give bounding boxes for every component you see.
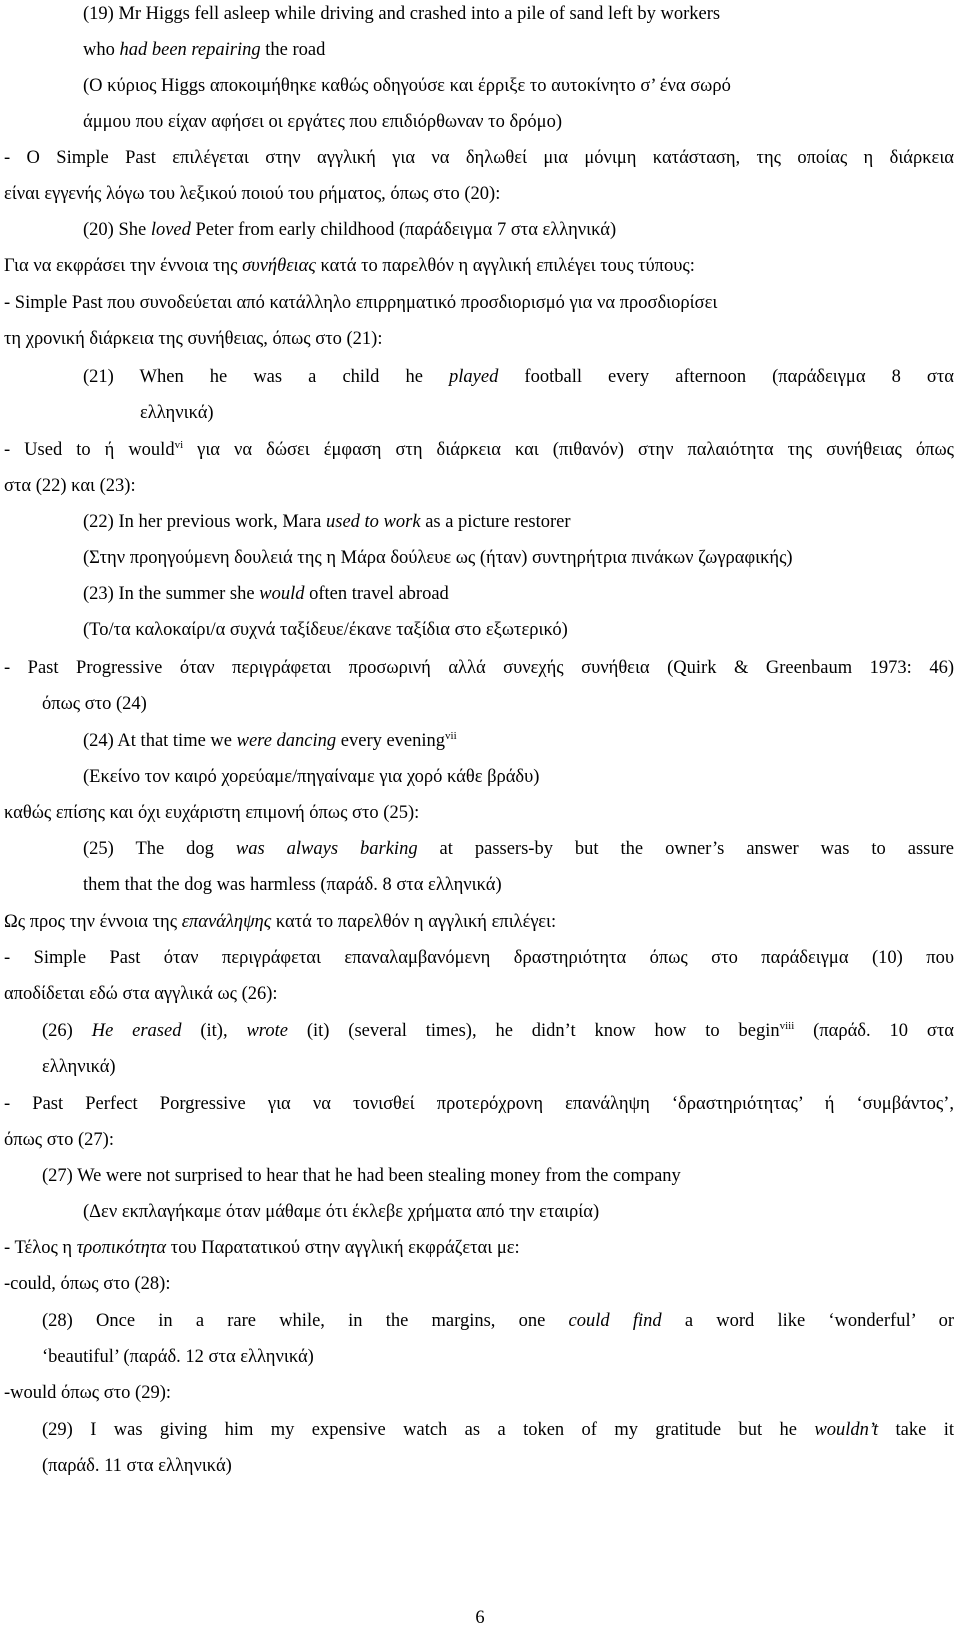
persistence-intro: καθώς επίσης και όχι ευχάριστη επιμονή όπως στο (25): xyxy=(4,803,420,823)
bullet-could: -could, όπως στο (28): xyxy=(4,1274,171,1294)
bullet-past-progressive-line-2: όπως στο (24) xyxy=(42,694,147,714)
example-24-translation: (Εκείνο τον καιρό χορεύαμε/πηγαίναμε για χορό κάθε βράδυ) xyxy=(83,767,540,787)
bullet-simple-past-repetition-line-2: αποδίδεται εδώ στα αγγλικά ως (26): xyxy=(4,984,278,1004)
example-23: (23) In the summer she would often travel abroad xyxy=(83,584,449,604)
example-27: (27) We were not surprised to hear that he had been stealing money from the company xyxy=(42,1166,681,1186)
example-28-line-2: ‘beautiful’ (παράδ. 12 στα ελληνικά) xyxy=(42,1347,314,1367)
modality-intro: - Τέλος η τροπικότητα του Παρατατικού στην αγγλική εκφράζεται με: xyxy=(4,1238,520,1258)
example-19-line-1: (19) Mr Higgs fell asleep while driving and crashed into a pile of sand left by workers xyxy=(83,4,721,24)
example-22: (22) In her previous work, Mara used to work as a picture restorer xyxy=(83,512,571,532)
bullet-simple-past-habit-line-2: τη χρονική διάρκεια της συνήθειας, όπως στο (21): xyxy=(4,329,383,349)
bullet-used-to-line-1: - Used to ή would$^{vi}$ για να δώσει έμφαση στη διάρκεια και (πιθανόν) στην παλαιότητα της συνήθειας όπως xyxy=(4,439,954,460)
bullet-simple-past-state-line-1: - O Simple Past επιλέγεται στην αγγλική για να δηλωθεί μια μόνιμη κατάσταση, της οποίας η διάρκεια xyxy=(4,148,954,168)
example-21-line-1: (21) When he was a child he played football every afternoon (παράδειγμα 8 στα xyxy=(83,367,954,387)
example-26-line-2: ελληνικά) xyxy=(42,1057,116,1077)
example-19-translation-line-2: άμμου που είχαν αφήσει οι εργάτες που επιδιόρθωναν το δρόμο) xyxy=(83,112,562,132)
example-25-line-2: them that the dog was harmless (παράδ. 8 στα ελληνικά) xyxy=(83,875,502,895)
bullet-past-perfect-progressive-line-1: - Past Perfect Porgressive για να τονισθεί προτερόχρονη επανάληψη ‘δραστηριότητας’ ή ‘συμβάντος’, xyxy=(4,1094,954,1114)
bullet-past-progressive-line-1: - Past Progressive όταν περιγράφεται προσωρινή αλλά συνεχής συνήθεια (Quirk & Greenbaum 1973: 46) xyxy=(4,658,954,678)
example-22-translation: (Στην προηγούμενη δουλειά της η Μάρα δούλευε ως (ήταν) συντηρήτρια πινάκων ζωγραφικής) xyxy=(83,548,793,568)
example-29-line-1: (29) I was giving him my expensive watch as a token of my gratitude but he wouldn’t take it xyxy=(42,1420,955,1440)
bullet-past-perfect-progressive-line-2: όπως στο (27): xyxy=(4,1130,114,1150)
example-25-line-1: (25) The dog was always barking at passers-by but the owner’s answer was to assure xyxy=(83,839,955,859)
page-number: 6 xyxy=(475,1608,485,1628)
example-21-line-2: ελληνικά) xyxy=(140,403,214,423)
example-27-translation: (Δεν εκπλαγήκαμε όταν μάθαμε ότι έκλεβε χρήματα από την εταιρία) xyxy=(83,1202,600,1222)
example-29-line-2: (παράδ. 11 στα ελληνικά) xyxy=(42,1456,232,1476)
bullet-simple-past-state-line-2: είναι εγγενής λόγω του λεξικού ποιού του ρήματος, όπως στο (20): xyxy=(4,184,501,204)
bullet-would: -would όπως στο (29): xyxy=(4,1383,171,1403)
example-28-line-1: (28) Once in a rare while, in the margins, one could find a word like ‘wonderful’ or xyxy=(42,1311,954,1331)
example-26-line-1: (26) He erased (it), wrote (it) (several times), he didn’t know how to begin$^{viii}$ (παράδ. 10 στα xyxy=(42,1020,954,1041)
example-19-line-2: who had been repairing the road xyxy=(83,40,326,60)
example-19-translation-line-1: (Ο κύριος Higgs αποκοιμήθηκε καθώς οδηγούσε και έρριξε το αυτοκίνητο σ’ ένα σωρό xyxy=(83,76,731,96)
bullet-simple-past-habit-line-1: - Simple Past που συνοδεύεται από κατάλληλο επιρρηματικό προσδιορισμό για να προσδιορίσει xyxy=(4,293,718,313)
bullet-used-to-line-2: στα (22) και (23): xyxy=(4,476,136,496)
repetition-intro: Ως προς την έννοια της επανάληψης κατά το παρελθόν η αγγλική επιλέγει: xyxy=(4,912,557,932)
habit-intro: Για να εκφράσει την έννοια της συνήθειας κατά το παρελθόν η αγγλική επιλέγει τους τύπους: xyxy=(4,256,695,276)
example-20: (20) She loved Peter from early childhood (παράδειγμα 7 στα ελληνικά) xyxy=(83,220,617,240)
example-23-translation: (Το/τα καλοκαίρι/α συχνά ταξίδευε/έκανε ταξίδια στο εξωτερικό) xyxy=(83,620,568,640)
example-24: (24) At that time we were dancing every evening$^{vii}$ xyxy=(83,730,457,751)
bullet-simple-past-repetition-line-1: - Simple Past όταν περιγράφεται επαναλαμβανόμενη δραστηριότητα όπως στο παράδειγμα (10) που xyxy=(4,948,954,968)
